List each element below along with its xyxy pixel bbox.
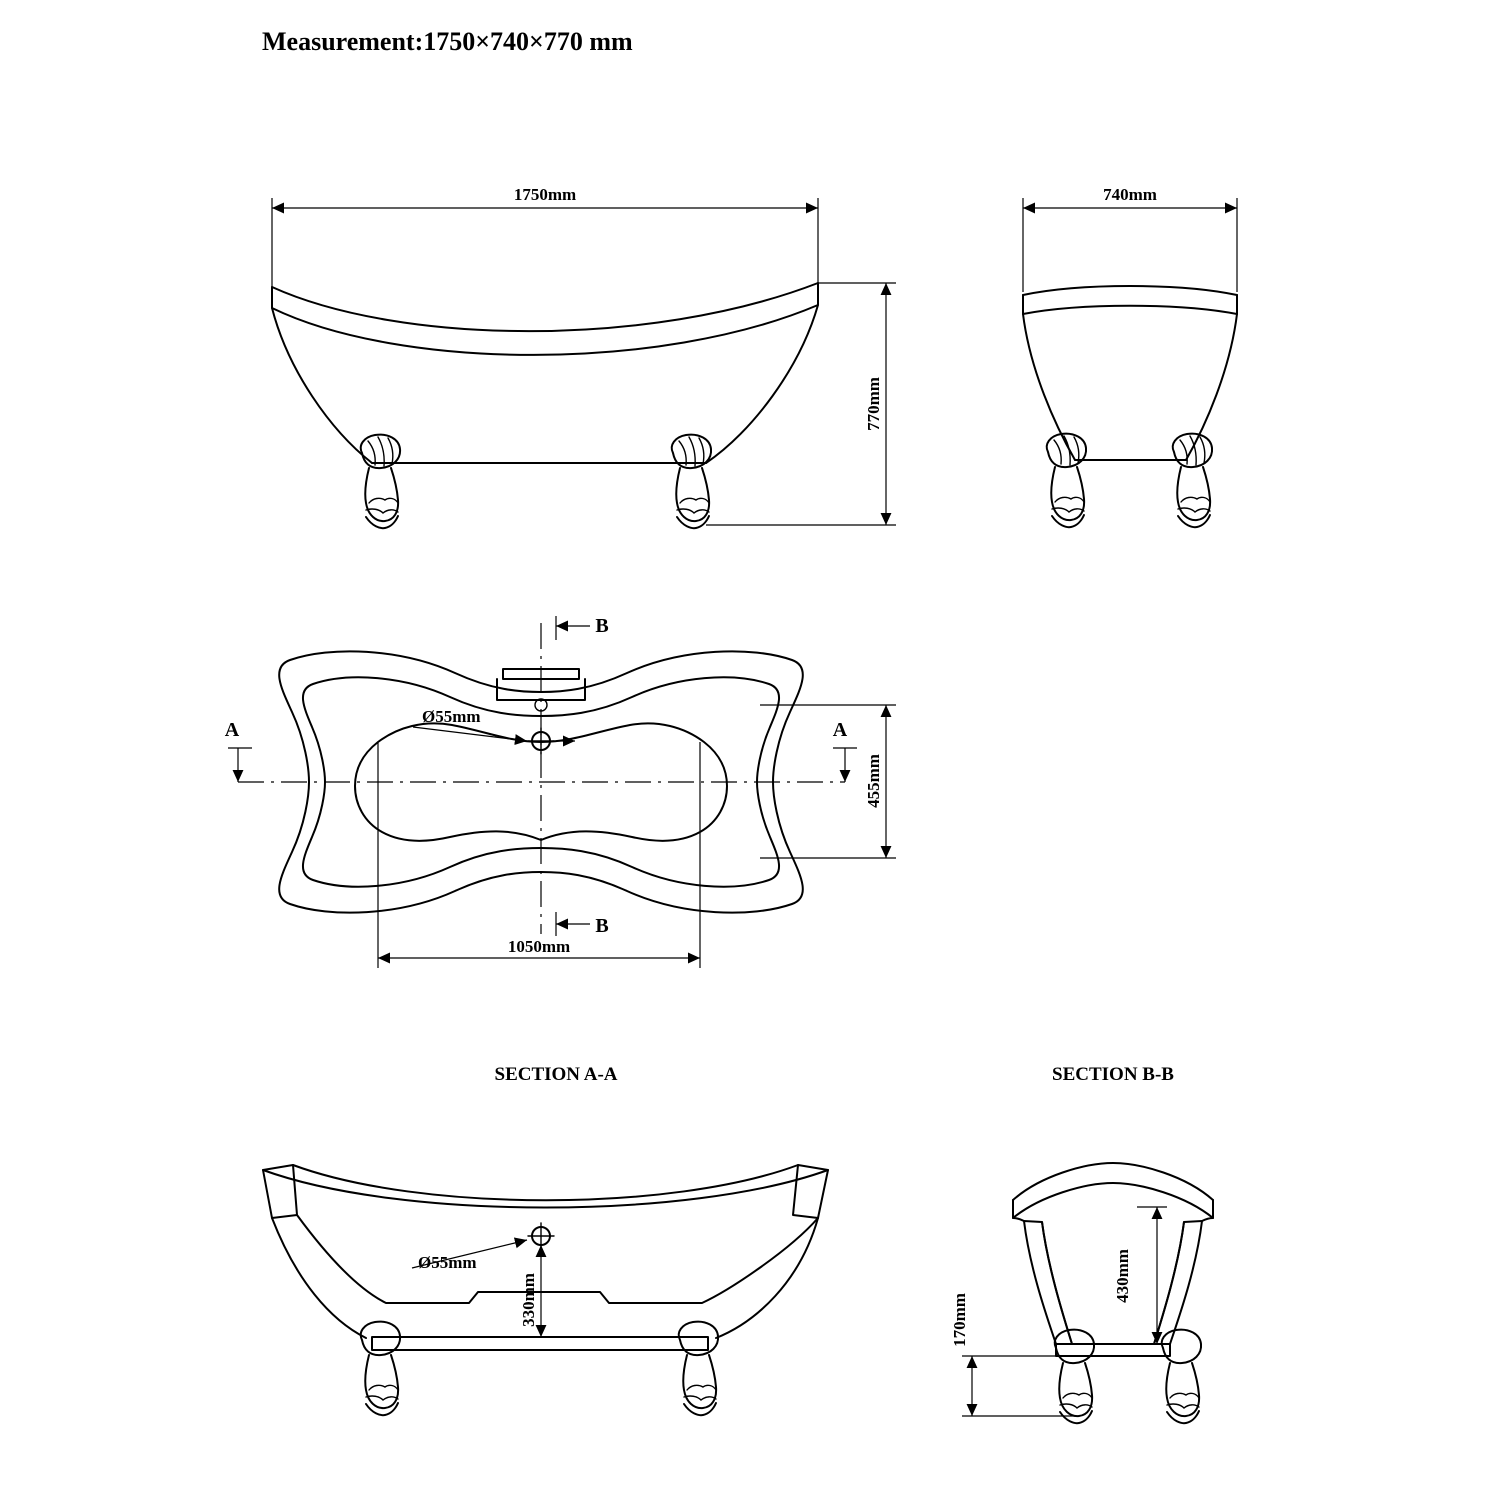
claw-foot-section-left xyxy=(361,1322,400,1416)
claw-foot-side-left xyxy=(1047,434,1086,528)
plan-view xyxy=(225,615,896,968)
svg-text:A: A xyxy=(224,719,240,741)
dimension-text-1750: 1750mm xyxy=(513,185,577,204)
dimension-text-1050: 1050mm xyxy=(507,937,571,956)
dimension-text-diameter-plan: Ø55mm xyxy=(422,707,481,726)
section-b-b-label: SECTION B-B xyxy=(1052,1064,1174,1085)
dimension-section-depth xyxy=(519,1245,541,1337)
dimension-front-height xyxy=(706,283,896,525)
dimension-text-diameter-section: Ø55mm xyxy=(418,1253,477,1272)
section-mark-a-right xyxy=(833,719,857,782)
claw-foot-right xyxy=(672,435,711,529)
dimension-text-330: 330mm xyxy=(519,1273,538,1327)
section-mark-b-top xyxy=(556,615,609,640)
dimension-drain-section xyxy=(412,1240,527,1272)
dimension-text-455: 455mm xyxy=(864,754,883,808)
svg-text:B: B xyxy=(595,915,609,937)
section-b-b-view xyxy=(950,1064,1213,1423)
dimension-section-bb-inner xyxy=(1113,1207,1167,1344)
section-a-a-view xyxy=(263,1064,828,1415)
section-mark-a-left xyxy=(225,719,252,782)
dimension-text-170: 170mm xyxy=(950,1293,969,1347)
section-a-a-label: SECTION A-A xyxy=(494,1064,618,1085)
dimension-text-770: 770mm xyxy=(864,377,883,431)
dimension-text-430: 430mm xyxy=(1113,1249,1132,1303)
page-title: Measurement:1750×740×770 mm xyxy=(262,27,633,56)
claw-foot-section-right xyxy=(679,1322,718,1416)
dimension-side-width xyxy=(1023,185,1237,292)
side-elevation-view xyxy=(1023,185,1237,527)
dimension-plan-depth xyxy=(760,705,896,858)
section-mark-b-bottom xyxy=(556,912,609,937)
svg-text:B: B xyxy=(595,615,609,637)
svg-text:A: A xyxy=(832,719,848,741)
claw-foot-left xyxy=(361,435,400,529)
dimension-plan-width xyxy=(378,742,700,968)
drain-hole-plan xyxy=(528,728,554,754)
front-elevation-view xyxy=(272,185,896,528)
dimension-text-740: 740mm xyxy=(1103,185,1157,204)
dimension-front-width xyxy=(272,185,818,287)
